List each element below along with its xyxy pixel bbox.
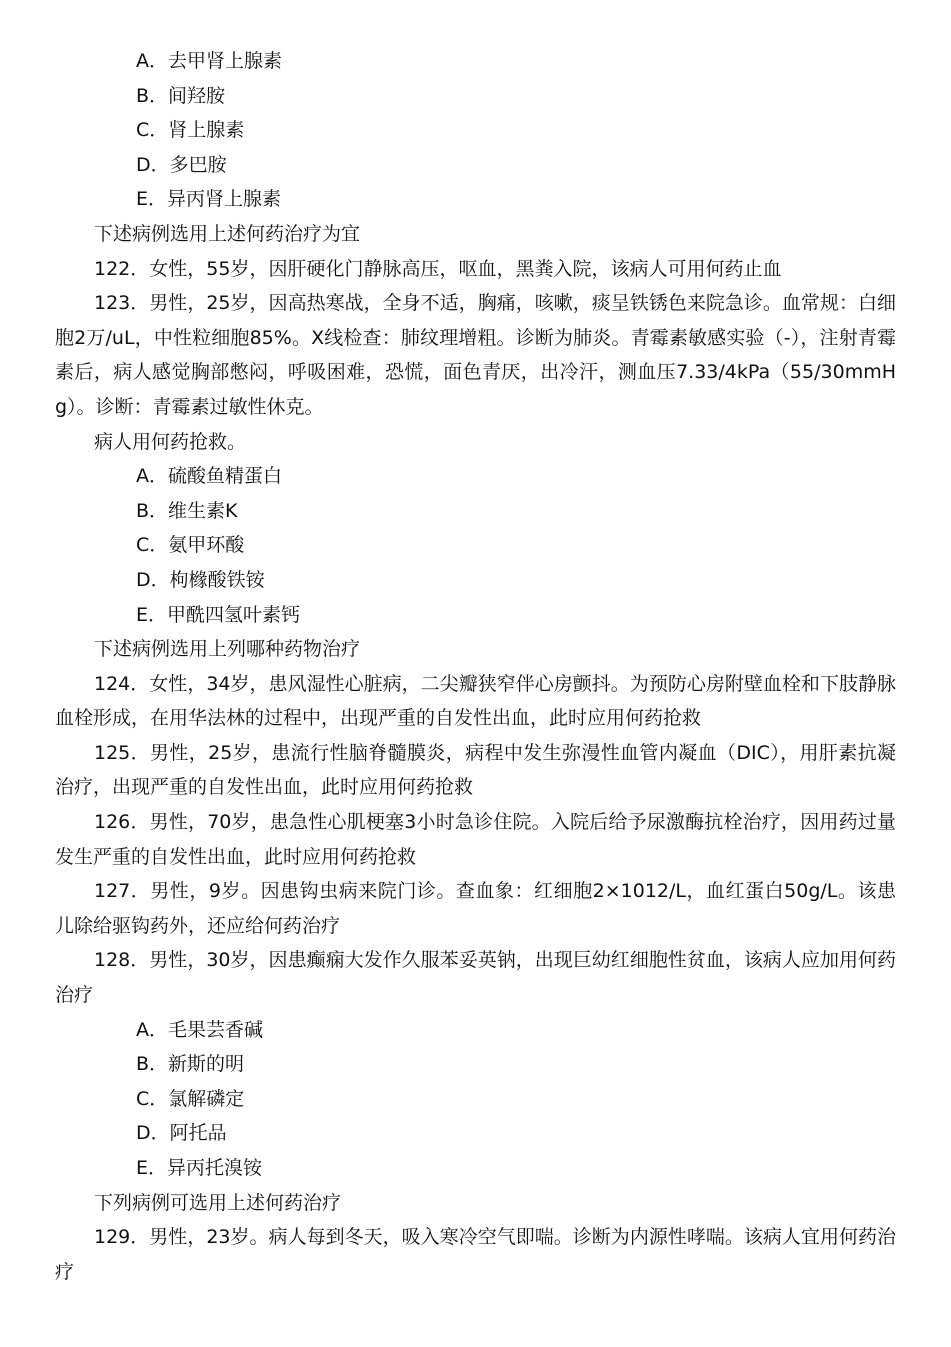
options-block-3 xyxy=(55,1013,896,1186)
question-127: 127．男性，9岁。因患钩虫病来院门诊。查血象：红细胞2×1012/L，血红蛋白50g/L。该患儿除给驱钩药外，还应给何药治疗 xyxy=(55,880,896,937)
option-a: A．去甲肾上腺素 xyxy=(136,50,282,72)
question-126: 126．男性，70岁，患急性心肌梗塞3小时急诊住院。入院后给予尿激酶抗栓治疗，因用药过量发生严重的自发性出血，此时应用何药抢救 xyxy=(55,811,896,868)
question-129: 129．男性，23岁。病人每到冬天，吸入寒冷空气即喘。诊断为内源性哮喘。该病人宜用何药治疗 xyxy=(55,1226,896,1283)
question-125: 125．男性，25岁，患流行性脑脊髓膜炎，病程中发生弥漫性血管内凝血（DIC），用肝素抗凝治疗，出现严重的自发性出血，此时应用何药抢救 xyxy=(55,741,896,799)
option-c: C．氨甲环酸 xyxy=(136,534,245,557)
option-d: D．阿托品 xyxy=(136,1122,227,1145)
option-a: A．硫酸鱼精蛋白 xyxy=(136,465,282,488)
question-124: 124．女性，34岁，患风湿性心脏病，二尖瓣狭窄伴心房颤抖。为预防心房附壁血栓和下肢静脉血栓形成，在用华法林的过程中，出现严重的自发性出血，此时应用何药抢救 xyxy=(55,672,896,730)
options-block-1 xyxy=(55,44,896,217)
instruction-1: 下述病例选用上述何药治疗为宜 xyxy=(94,222,361,245)
option-b: B．维生素K xyxy=(136,499,238,522)
instruction-2: 下述病例选用上列哪种药物治疗 xyxy=(94,638,361,661)
option-e: E．甲酰四氢叶素钙 xyxy=(136,603,301,626)
instruction-3: 下列病例可选用上述何药治疗 xyxy=(94,1191,342,1214)
options-block-2 xyxy=(55,459,896,632)
question-122: 122．女性，55岁，因肝硬化门静脉高压，呕血，黑粪入院，该病人可用何药止血 xyxy=(94,257,782,280)
question-128: 128．男性，30岁，因患癫痫大发作久服苯妥英钠，出现巨幼红细胞性贫血，该病人应加用何药治疗 xyxy=(55,949,896,1007)
option-d: D．多巴胺 xyxy=(136,153,227,176)
option-b: B．间羟胺 xyxy=(136,84,226,107)
option-c: C．氯解磷定 xyxy=(136,1087,245,1110)
question-123-prompt: 病人用何药抢救。 xyxy=(94,430,247,453)
question-123: 123．男性，25岁，因高热寒战，全身不适，胸痛，咳嗽，痰呈铁锈色来院急诊。血常规：白细胞2万/uL，中性粒细胞85%。X线检查：肺纹理增粗。诊断为肺炎。青霉素敏感实验（-），注射青霉素后，病人感觉胸部憋闷，呼吸困难，恐慌，面色青厌，出冷汗，测血压7.33/4kPa（55/30mmHg）。诊断：青霉素过敏性休克。 xyxy=(55,292,896,418)
option-e: E．异丙托溴铵 xyxy=(136,1157,263,1179)
option-b: B．新斯的明 xyxy=(136,1053,245,1076)
option-d: D．枸橼酸铁铵 xyxy=(136,568,265,591)
option-c: C．肾上腺素 xyxy=(136,119,245,142)
option-e: E．异丙肾上腺素 xyxy=(136,188,282,211)
option-a: A．毛果芸香碱 xyxy=(136,1018,263,1041)
